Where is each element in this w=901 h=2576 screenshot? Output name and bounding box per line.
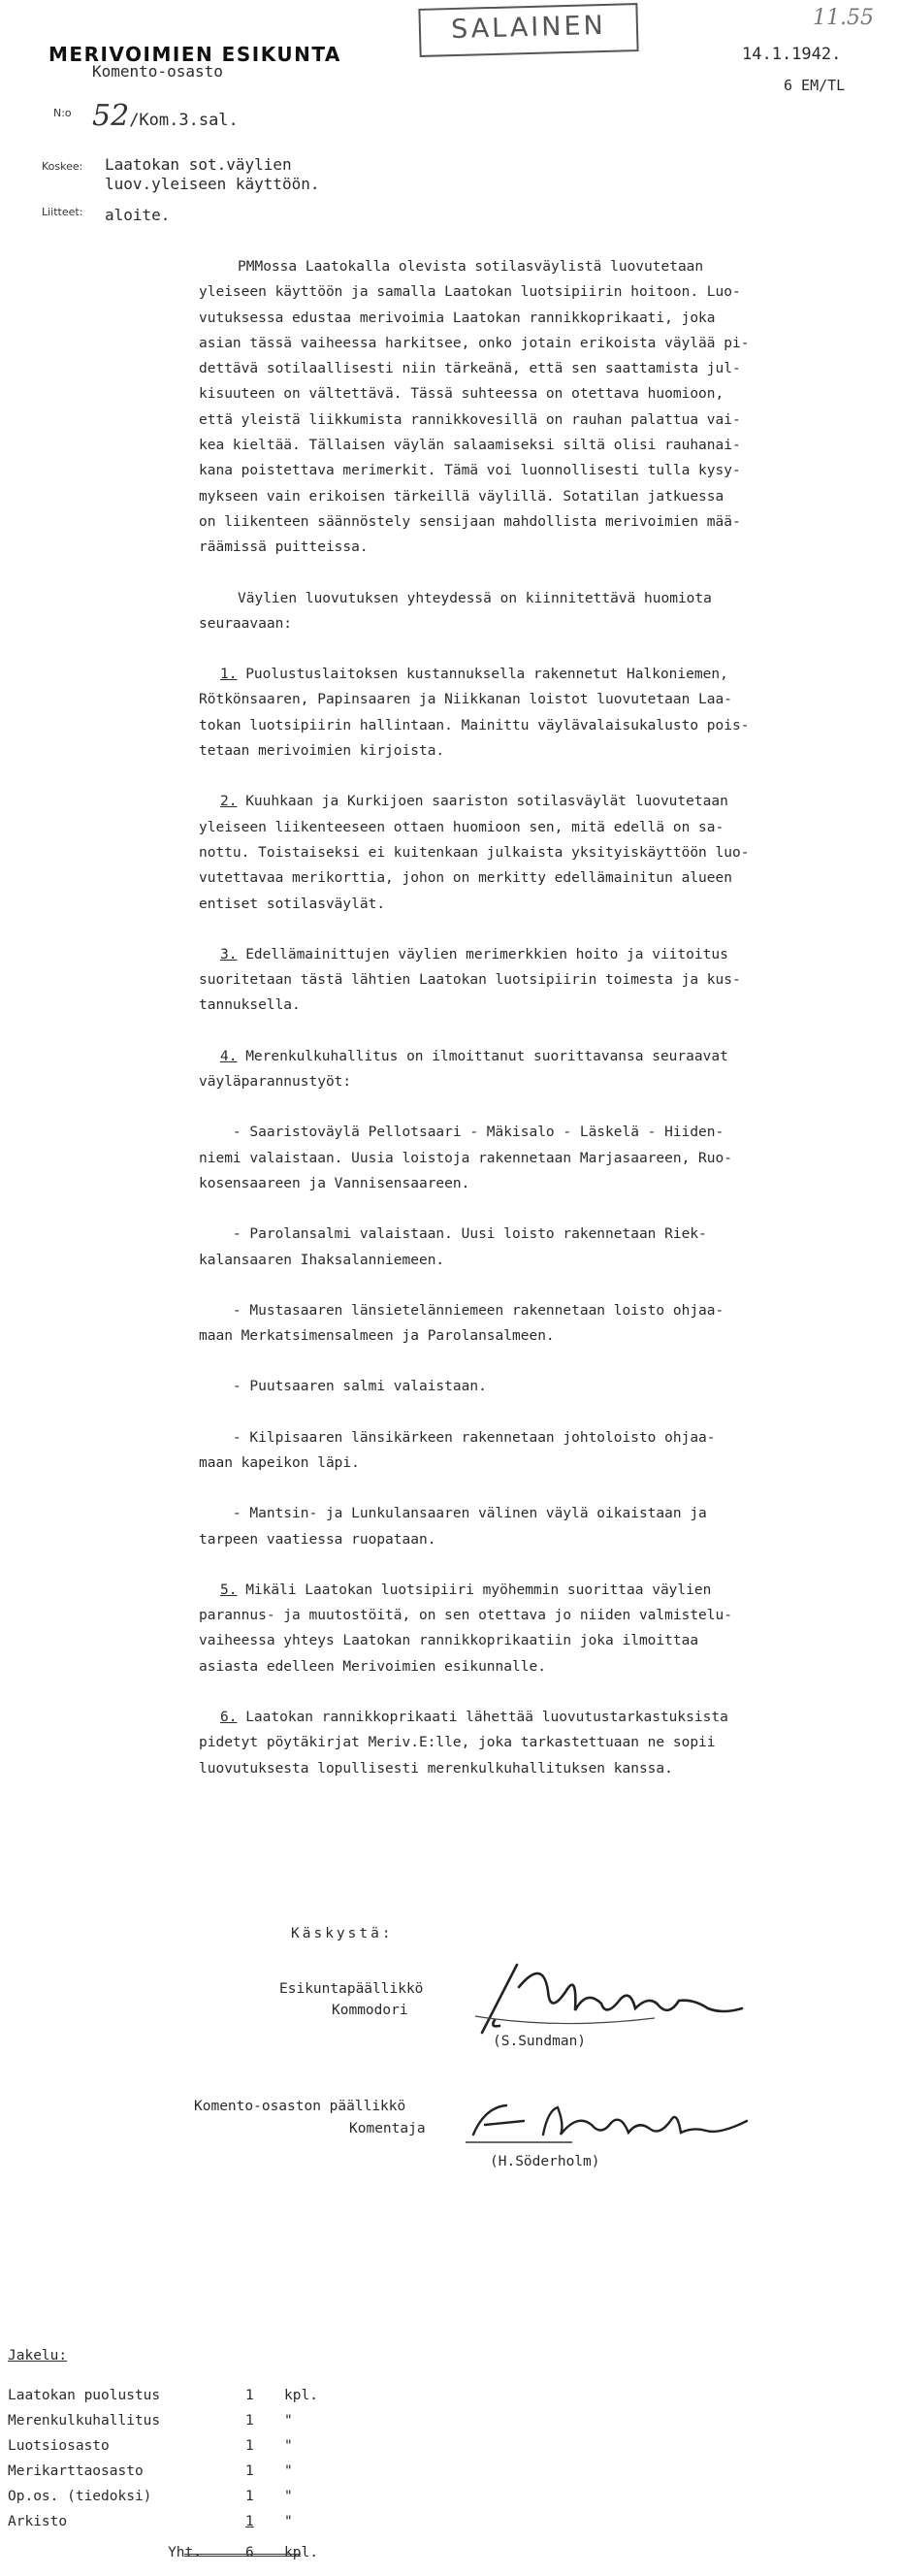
head-name: (H.Söderholm) — [490, 2154, 600, 2169]
item-1-text: Puolustuslaitoksen kustannuksella rakennetut Halkoniemen, Rötkönsaaren, Papinsaaren ja Niikkanan loistot luovutetaan Laa- tokan luotsipiirin hallintaan. Mainittu väylävalaisukalusto pois- tetaan merivoimien kirjoista. — [199, 667, 750, 760]
item-4-sub-b: - Parolansalmi valaistaan. Uusi loisto rakennetaan Riek- kalansaaren Ihaksalanniemeen. — [199, 1226, 707, 1268]
chief-title-2: Kommodori — [332, 2003, 408, 2018]
handwritten-mark: 11.55 — [813, 6, 874, 30]
document-number — [92, 99, 239, 133]
item-4-sub-a: - Saaristoväylä Pellotsaari - Mäkisalo - Läskelä - Hiiden- niemi valaistaan. Uusia loistoja rakennetaan Marjasaareen, Ruo- kosensaareen ja Vannisensaareen. — [199, 1125, 732, 1191]
attachment-value: aloite. — [105, 206, 171, 224]
head-title-2: Komentaja — [349, 2121, 426, 2136]
item-3-number: 3. — [220, 946, 238, 962]
item-4-sub-d: - Puutsaaren salmi valaistaan. — [199, 1379, 487, 1395]
item-2-number: 2. — [220, 794, 238, 810]
item-4-number: 4. — [220, 1048, 238, 1064]
item-5-number: 5. — [220, 1581, 238, 1598]
distribution-row: Merenkulkuhallitus 1 " — [8, 2413, 293, 2429]
number-reference: /Kom.3.sal. — [129, 111, 239, 130]
classification-stamp: SALAINEN — [418, 3, 638, 57]
item-4 — [199, 1044, 887, 1095]
item-3 — [199, 942, 887, 1019]
department-name: Komento-osasto — [92, 62, 223, 81]
item-6-number: 6. — [220, 1710, 238, 1726]
letter-body — [199, 254, 887, 1807]
distribution-row: Op.os. (tiedoksi) 1 " — [8, 2489, 293, 2504]
number-label: N:o — [53, 107, 72, 119]
item-4-sub-f: - Mantsin- ja Lunkulansaaren välinen väylä oikaistaan ja tarpeen vaatiessa ruopataan. — [199, 1506, 707, 1548]
chief-name: (S.Sundman) — [493, 2034, 587, 2049]
item-4-sub-e: - Kilpisaaren länsikärkeen rakennetaan johtoloisto ohjaa- maan kapeikon läpi. — [199, 1429, 716, 1471]
handwritten-number: 52 — [92, 99, 130, 133]
chief-signature — [461, 1950, 752, 2042]
distribution-row: Luotsiosasto 1 " — [8, 2438, 293, 2454]
total-underline — [184, 2554, 301, 2557]
total-count: 6 — [245, 2545, 254, 2560]
head-signature — [456, 2086, 756, 2154]
document-code: 6 EM/TL — [784, 77, 846, 94]
item-5 — [199, 1578, 887, 1679]
distribution-total — [8, 2540, 323, 2565]
paragraph-attention: Väylien luovutuksen yhteydessä on kiinnitettävä huomiota seuraavaan: — [199, 590, 712, 632]
item-5-text: Mikäli Laatokan luotsipiiri myöhemmin suorittaa väylien parannus- ja muutostöitä, on sen otettava jo niiden valmistelu- vaiheessa yhteys Laatokan rannikkoprikaatiin joka ilmoittaa asiasta edelleen Merivoimien esikunnalle. — [199, 1581, 732, 1675]
paragraph-intro: PMMossa Laatokalla olevista sotilasväylistä luovutetaan yleiseen käyttöön ja samalla Laatokan luotsipiirin hoitoon. Luo- vutuksessa edustaa merivoimia Laatokan rannikkoprikaati, joka asian tässä vaiheessa harkitsee, onko jotain erikoista väylää pi- dettävä sotilaallisesti niin tärkeänä, että sen saattamista jul- kisuuteen on vältettävä. Tässä suhteessa on otettava huomioon, että yleistä liikkumista rannikkovesillä on rauhan palattua vai- kea kieltää. Tällaisen väylän salaamiseksi siltä olisi rauhanai- kana poistettava merimerkit. Tämä voi luonnollisesti tulla kysy- mykseen vain erikoisen tärkeillä väylillä. Sotatilan jatkuessa on liikenteen säännöstely sensijaan mahdollista merivoimien mää- räämissä puitteissa. — [199, 259, 750, 556]
total-unit: kpl. — [284, 2545, 318, 2560]
distribution-row: Laatokan puolustus 1 kpl. — [8, 2388, 318, 2403]
subject-line-1: Laatokan sot.väylien — [105, 155, 292, 174]
chief-title-1: Esikuntapäällikkö — [279, 1981, 424, 1997]
subject-label: Koskee: — [42, 160, 83, 173]
item-6 — [199, 1705, 887, 1781]
item-2 — [199, 789, 887, 916]
item-1 — [199, 662, 887, 764]
order-phrase: Käskystä: — [291, 1926, 394, 1941]
head-title-1: Komento-osaston päällikkö — [194, 2099, 406, 2114]
item-2-text: Kuuhkaan ja Kurkijoen saariston sotilasväylät luovutetaan yleiseen liikenteeseen ottaen huomioon sen, mitä edellä on sa- nottu. Toistaiseksi ei kuitenkaan julkaista yksityiskäyttöön luo- vutettavaa merikorttia, johon on merkitty edellämainitun alueen entiset sotilasväylät. — [199, 794, 750, 912]
total-label: Yht. — [168, 2545, 202, 2560]
subject-line-2: luov.yleiseen käyttöön. — [105, 175, 320, 193]
item-4-text: Merenkulkuhallitus on ilmoittanut suorittavansa seuraavat väyläparannustyöt: — [199, 1048, 728, 1091]
distribution-row: Arkisto 1 " — [8, 2514, 293, 2529]
distribution-row: Merikarttaosasto 1 " — [8, 2463, 293, 2479]
distribution-list — [8, 2383, 323, 2565]
document-date: 14.1.1942. — [742, 45, 842, 64]
item-6-text: Laatokan rannikkoprikaati lähettää luovutustarkastuksista pidetyt pöytäkirjat Meriv.E:lle, joka tarkastettuaan ne sopii luovutuksesta lopullisesti merenkulkuhallituksen kanssa. — [199, 1710, 728, 1777]
organization-name: MERIVOIMIEN ESIKUNTA — [48, 43, 341, 66]
distribution-label: Jakelu: — [8, 2348, 68, 2364]
item-1-number: 1. — [220, 667, 238, 683]
item-4-sub-c: - Mustasaaren länsietelänniemeen rakennetaan loisto ohjaa- maan Merkatsimensalmeen ja Parolansalmeen. — [199, 1302, 724, 1345]
item-3-text: Edellämainittujen väylien merimerkkien hoito ja viitoitus suoritetaan tästä lähtien Laatokan luotsipiirin toimesta ja kus- tannuksella. — [199, 946, 741, 1014]
attachment-label: Liitteet: — [42, 206, 83, 218]
